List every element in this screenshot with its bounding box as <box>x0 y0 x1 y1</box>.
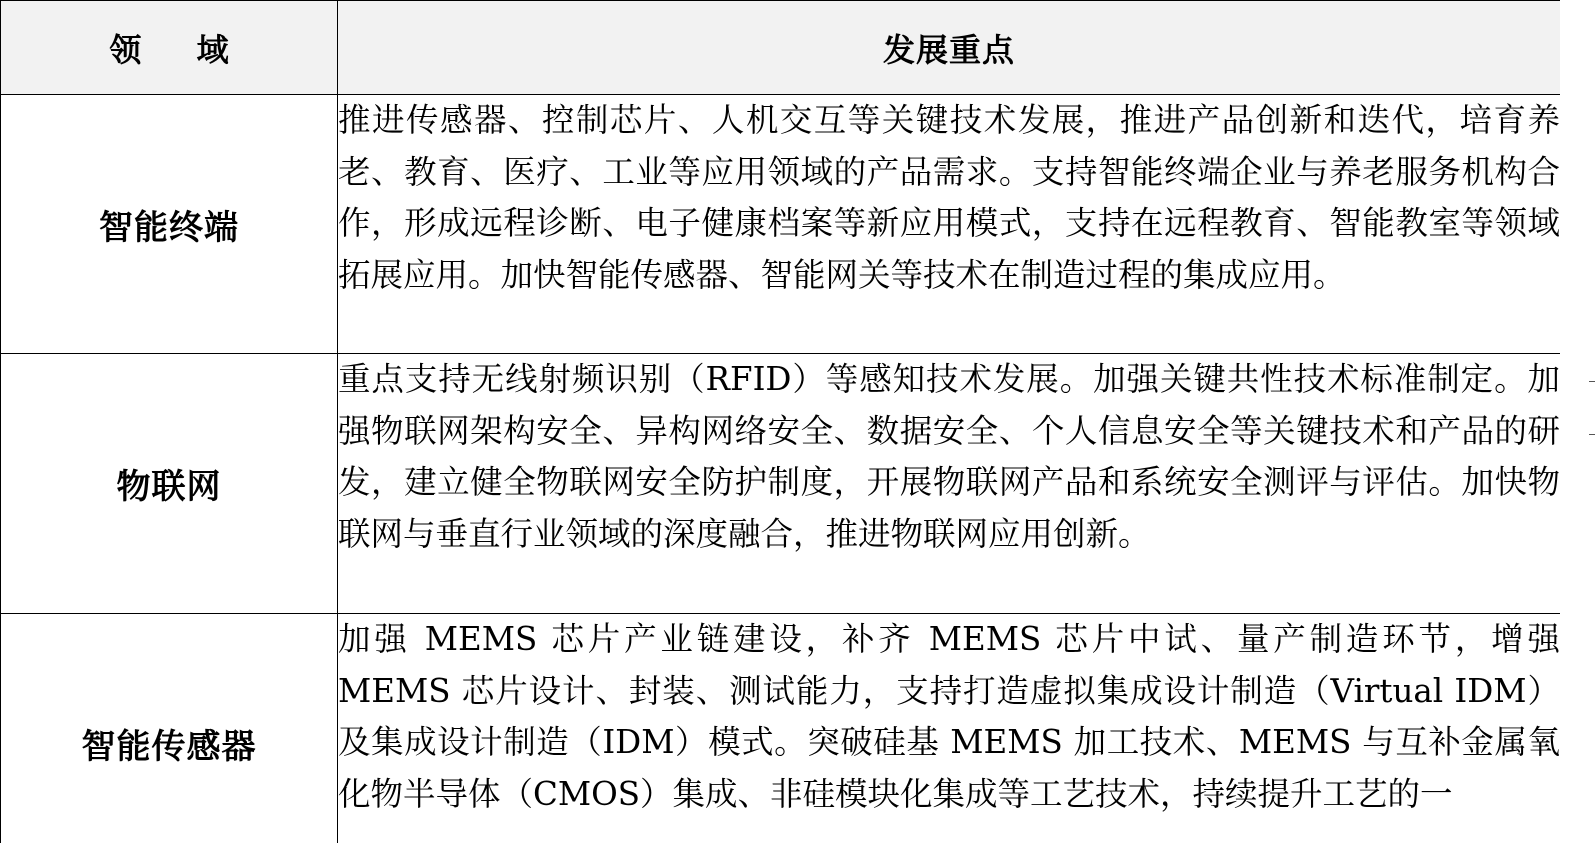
domain-cell: 智能终端 <box>1 95 338 354</box>
domain-cell: 物联网 <box>1 354 338 614</box>
focus-cell: 重点支持无线射频识别（RFID）等感知技术发展。加强关键共性技术标准制定。加强物联网架构安全、异构网络安全、数据安全、个人信息安全等关键技术和产品的研发，建立健全物联网安全防护制度，开展物联网产品和系统安全测评与评估。加快物联网与垂直行业领域的深度融合，推进物联网应用创新。 <box>338 354 1561 614</box>
focus-cell: 推进传感器、控制芯片、人机交互等关键技术发展，推进产品创新和迭代，培育养老、教育、医疗、工业等应用领域的产品需求。支持智能终端企业与养老服务机构合作，形成远程诊断、电子健康档案等新应用模式，支持在远程教育、智能教室等领域拓展应用。加快智能传感器、智能网关等技术在制造过程的集成应用。 <box>338 95 1561 354</box>
header-domain <box>1 1 338 95</box>
header-domain-label: 领 域 <box>109 30 251 69</box>
domain-cell: 智能传感器 <box>1 614 338 843</box>
focus-cell: 加强 MEMS 芯片产业链建设，补齐 MEMS 芯片中试、量产制造环节，增强 MEMS 芯片设计、封装、测试能力，支持打造虚拟集成设计制造（Virtual IDM）及集成设计制造（IDM）模式。突破硅基 MEMS 加工技术、MEMS 与互补金属氧化物半导体（CMOS）集成、非硅模块化集成等工艺技术，持续提升工艺的一 <box>338 614 1561 843</box>
table-row <box>1 354 1561 614</box>
page-edge-marker <box>1589 381 1595 382</box>
table-row <box>1 95 1561 354</box>
header-focus: 发展重点 <box>338 1 1561 95</box>
table-header-row <box>1 1 1561 95</box>
table-row <box>1 614 1561 843</box>
page-edge-marker <box>1589 434 1595 435</box>
